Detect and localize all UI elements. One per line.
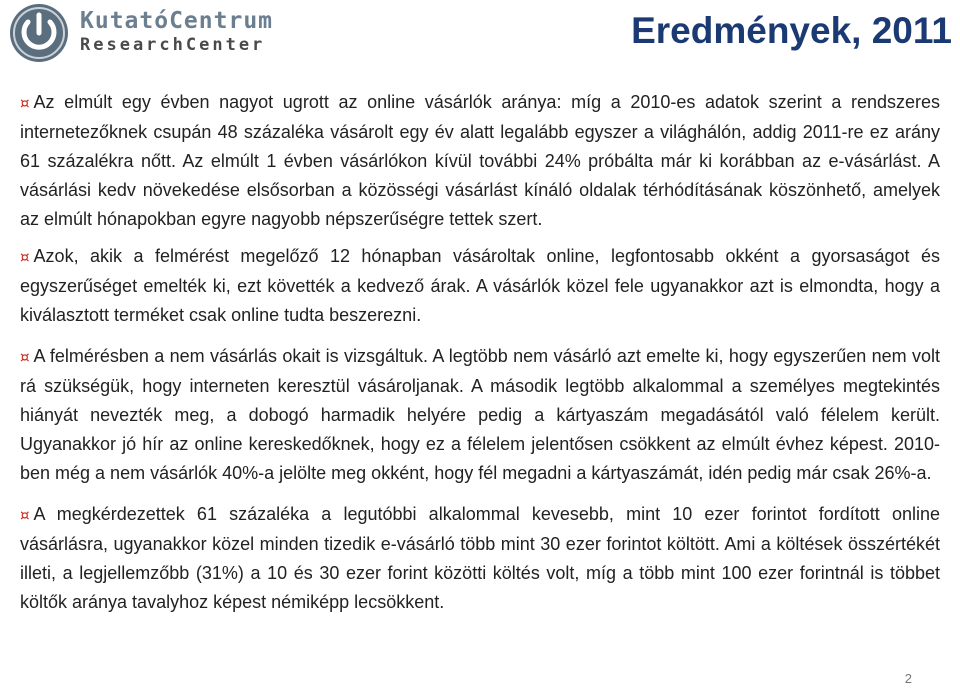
bullet-icon: ¤ [20, 248, 30, 266]
page-number: 2 [904, 671, 912, 686]
paragraph-3 [20, 342, 940, 488]
paragraph-text: Azok, akik a felmérést megelőző 12 hónapban vásároltak online, legfontosabb okként a gyorsaságot és egyszerűséget emelték ki, ezt követték a kedvező árak. A vásárlók közel fele ugyanakkor azt is elmondta, hogy a kiválasztott terméket csak online tudta beszerezni. [20, 246, 940, 325]
paragraph-text: A megkérdezettek 61 százaléka a legutóbbi alkalommal kevesebb, mint 10 ezer forintot fordított online vásárlásra, ugyanakkor közel minden tizedik e-vásárló több mint 30 ezer forintot költött. Ami a költések összértékét illeti, a legjellemzőbb (31%) a 10 és 30 ezer forint közötti költés volt, míg a több mint 100 ezer forintnál is többet költők aránya tavalyhoz képest némiképp lecsökkent. [20, 504, 940, 612]
bullet-icon: ¤ [20, 506, 30, 524]
paragraph-2 [20, 242, 940, 330]
paragraph-1 [20, 88, 940, 234]
paragraph-text: Az elmúlt egy évben nagyot ugrott az online vásárlók aránya: míg a 2010-es adatok szerint a rendszeres internetezőknek csupán 48 százaléka vásárolt egy év alatt legalább egyszer a világhálón, addig 2011-re ez arány 61 százalékra nőtt. Az elmúlt 1 évben vásárlókon kívül további 24% próbálta már ki korábban az e-vásárlást. A vásárlási kedv növekedése elsősorban a közösségi vásárlást kínáló oldalak térhódításának köszönhető, amelyek az elmúlt hónapokban egyre nagyobb népszerűségre tettek szert. [20, 92, 940, 229]
logo-text-kutatocentrum: KutatóCentrum [80, 8, 274, 34]
paragraph-text: A felmérésben a nem vásárlás okait is vizsgáltuk. A legtöbb nem vásárló azt emelte ki, hogy egyszerűen nem volt rá szükségük, hogy interneten keresztül vásároljanak. A második legtöbb alkalommal a személyes megtekintés hiányát nevezték meg, a dobogó harmadik helyére pedig a kártyaszám megadásától való félelem került. Ugyanakkor jó hír az online kereskedőknek, hogy ez a félelem jelentősen csökkent az elmúlt évhez képest. 2010-ben még a nem vásárlók 40%-a jelölte meg okként, hogy fél megadni a kártyaszámát, idén pedig már csak 26%-a. [20, 346, 940, 483]
paragraph-4 [20, 500, 940, 617]
logo-text-researchcenter: ResearchCenter [80, 35, 266, 55]
bullet-icon: ¤ [20, 94, 30, 112]
bullet-icon: ¤ [20, 348, 30, 366]
kutatocentrum-logo [8, 2, 288, 64]
content-body [20, 88, 940, 629]
power-emblem-icon [8, 2, 70, 64]
page-title: Eredmények, 2011 [631, 10, 952, 51]
